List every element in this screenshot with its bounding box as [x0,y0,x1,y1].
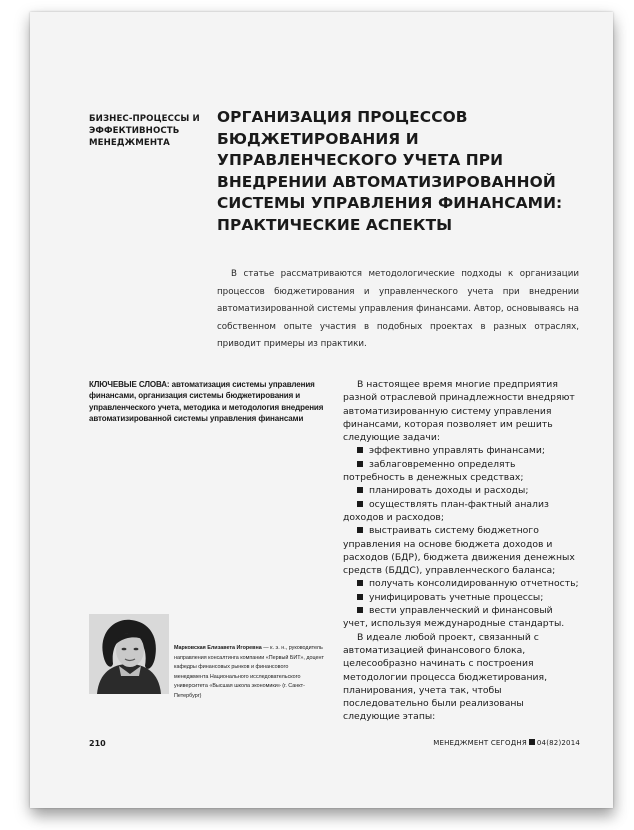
article-abstract: В статье рассматриваются методологические подходы к организации процессов бюджетирования и управленческого учета при внедрении автоматизированной системы управления финансами. Автор, основываясь на собственном опыте участия в подобных проектах в разных отраслях, приводит примеры из практики. [217,269,579,349]
author-photo [89,614,169,694]
article-title: ОРГАНИЗАЦИЯ ПРОЦЕССОВ БЮДЖЕТИРОВАНИЯ И УПРАВЛЕНЧЕСКОГО УЧЕТА ПРИ ВНЕДРЕНИИ АВТОМАТИЗИРОВАННОЙ СИСТЕМЫ УПРАВЛЕНИЯ ФИНАНСАМИ: ПРАКТИЧЕСКИЕ АСПЕКТЫ [217,108,563,234]
bullet-item: выстраивать систему бюджетного управления на основе бюджета доходов и расходов (БДР), бюджета движения денежных средств (БДДС), управленческого баланса; [343,525,575,577]
square-bullet-icon [357,461,363,467]
bullet-item: планировать доходы и расходы; [343,484,580,497]
bullet-item: вести управленческий и финансовый учет, используя международные стандарты. [343,605,565,630]
author-bio: — к. э. н., руководитель направления консалтинга компании «Первый БИТ», доцент кафедры финансовых рынков и финансового менеджмента Национального исследовательского университета «Высшая школа экономики» (г. Санкт-Петербург) [174,645,324,699]
journal-footer [433,739,580,747]
square-bullet-icon [357,607,363,613]
body-closing: В идеале любой проект, связанный с автоматизацией финансового блока, целесообразно начинать с построения методологии процесса бюджетирования, планирования, учета так, чтобы последовательно были реализованы следующие этапы: [343,631,548,723]
square-bullet-icon [357,487,363,493]
square-separator-icon [529,739,535,745]
section-rubric: БИЗНЕС-ПРОЦЕССЫ И ЭФФЕКТИВНОСТЬ МЕНЕДЖМЕНТА [89,114,200,148]
square-bullet-icon [357,527,363,533]
bullet-item: эффективно управлять финансами; [343,444,580,457]
body-intro: В настоящее время многие предприятия разной отраслевой принадлежности внедряют автоматизированную систему управления финансами, которая позволяет им решить следующие задачи: [343,379,575,444]
keywords-block: КЛЮЧЕВЫЕ СЛОВА: автоматизация системы управления финансами, организация системы бюджетирования и управленческого учета, методика и методология внедрения автоматизированной системы управления финансами [89,380,324,423]
square-bullet-icon [357,501,363,507]
journal-name: МЕНЕДЖМЕНТ СЕГОДНЯ [433,739,527,747]
square-bullet-icon [357,447,363,453]
page-number: 210 [89,739,106,748]
journal-issue: 04(82)2014 [536,739,580,747]
square-bullet-icon [357,594,363,600]
document-page [30,12,613,808]
author-info [174,644,324,702]
bullet-item: унифицировать учетные процессы; [343,591,580,604]
bullet-item: заблаговременно определять потребность в денежных средствах; [343,458,524,484]
bullet-item: получать консолидированную отчетность; [343,577,580,590]
body-column [343,378,580,724]
square-bullet-icon [357,580,363,586]
author-name: Марковская Елизавета Игоревна [174,645,262,651]
bullet-item: осуществлять план-фактный анализ доходов и расходов; [343,498,549,523]
